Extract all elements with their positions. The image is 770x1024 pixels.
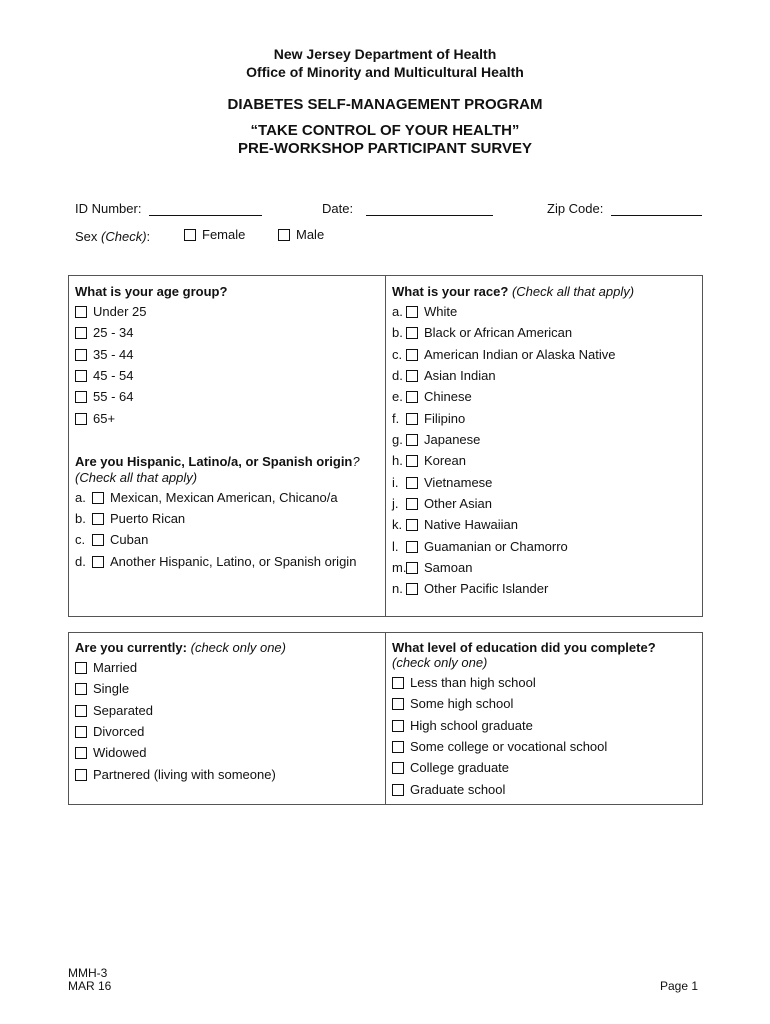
checkbox[interactable] xyxy=(406,498,418,510)
checkbox[interactable] xyxy=(75,662,87,674)
checkbox[interactable] xyxy=(75,349,87,361)
page-number: Page 1 xyxy=(660,979,699,993)
checkbox[interactable] xyxy=(406,391,418,403)
race-option[interactable]: m. Samoan xyxy=(392,560,473,575)
hispanic-option[interactable]: a. Mexican, Mexican American, Chicano/a xyxy=(75,490,338,505)
education-option[interactable]: Graduate school xyxy=(392,781,505,799)
program-subtitle: “TAKE CONTROL OF YOUR HEALTH” xyxy=(250,122,520,139)
race-option[interactable]: e. Chinese xyxy=(392,389,472,404)
marital-question: Are you currently: (check only one) xyxy=(75,640,286,655)
checkbox[interactable] xyxy=(406,477,418,489)
race-option[interactable]: l. Guamanian or Chamorro xyxy=(392,539,568,554)
hispanic-question: Are you Hispanic, Latino/a, or Spanish origin? xyxy=(75,454,360,469)
hispanic-note: (Check all that apply) xyxy=(75,470,198,485)
sex-label: Sex (Check): xyxy=(75,229,151,244)
survey-title: PRE-WORKSHOP PARTICIPANT SURVEY xyxy=(238,140,532,157)
program-title: DIABETES SELF-MANAGEMENT PROGRAM xyxy=(227,96,543,113)
checkbox[interactable] xyxy=(406,583,418,595)
checkbox[interactable] xyxy=(392,698,404,710)
race-option[interactable]: k. Native Hawaiian xyxy=(392,517,518,532)
age-option[interactable]: 35 - 44 xyxy=(75,346,133,364)
race-option[interactable]: a. White xyxy=(392,304,458,319)
checkbox[interactable] xyxy=(75,705,87,717)
sex-option-female[interactable]: Female xyxy=(184,226,245,244)
checkbox[interactable] xyxy=(406,349,418,361)
hispanic-option[interactable]: d. Another Hispanic, Latino, or Spanish origin xyxy=(75,554,357,569)
checkbox[interactable] xyxy=(406,434,418,446)
age-question: What is your age group? xyxy=(75,284,228,299)
education-option[interactable]: Some college or vocational school xyxy=(392,738,607,756)
form-code: MMH-3 xyxy=(68,966,108,980)
age-option[interactable]: 45 - 54 xyxy=(75,367,133,385)
age-option[interactable]: Under 25 xyxy=(75,303,146,321)
race-option[interactable]: f. Filipino xyxy=(392,411,466,426)
marital-option[interactable]: Separated xyxy=(75,702,153,720)
marital-option[interactable]: Widowed xyxy=(75,744,146,762)
column-divider xyxy=(385,632,386,805)
checkbox[interactable] xyxy=(92,556,104,568)
marital-option[interactable]: Single xyxy=(75,680,129,698)
checkbox[interactable] xyxy=(75,370,87,382)
race-question: What is your race? (Check all that apply) xyxy=(392,284,635,299)
checkbox[interactable] xyxy=(75,683,87,695)
checkbox[interactable] xyxy=(406,413,418,425)
checkbox[interactable] xyxy=(392,720,404,732)
zip-code-label: Zip Code: xyxy=(547,201,604,216)
column-divider xyxy=(385,275,386,617)
checkbox[interactable] xyxy=(406,370,418,382)
checkbox[interactable] xyxy=(75,747,87,759)
checkbox[interactable] xyxy=(184,229,196,241)
checkbox[interactable] xyxy=(406,541,418,553)
checkbox[interactable] xyxy=(406,327,418,339)
marital-option[interactable]: Married xyxy=(75,659,137,677)
checkbox[interactable] xyxy=(406,306,418,318)
education-option[interactable]: High school graduate xyxy=(392,717,533,735)
race-option[interactable]: i. Vietnamese xyxy=(392,475,493,490)
age-option[interactable]: 25 - 34 xyxy=(75,324,133,342)
checkbox[interactable] xyxy=(406,562,418,574)
id-number-field[interactable] xyxy=(149,215,262,216)
race-option[interactable]: n. Other Pacific Islander xyxy=(392,581,549,596)
checkbox[interactable] xyxy=(75,413,87,425)
race-option[interactable]: d. Asian Indian xyxy=(392,368,496,383)
marital-option[interactable]: Divorced xyxy=(75,723,144,741)
checkbox[interactable] xyxy=(75,327,87,339)
office-name: Office of Minority and Multicultural Health xyxy=(246,64,524,80)
education-question: What level of education did you complete? xyxy=(392,640,656,655)
checkbox[interactable] xyxy=(392,784,404,796)
race-option[interactable]: b. Black or African American xyxy=(392,325,573,340)
checkbox[interactable] xyxy=(392,762,404,774)
sex-option-male[interactable]: Male xyxy=(278,226,324,244)
org-name: New Jersey Department of Health xyxy=(273,46,497,62)
hispanic-option[interactable]: b. Puerto Rican xyxy=(75,511,186,526)
form-date: MAR 16 xyxy=(68,979,112,993)
education-option[interactable]: Less than high school xyxy=(392,674,536,692)
age-option[interactable]: 55 - 64 xyxy=(75,388,133,406)
checkbox[interactable] xyxy=(92,513,104,525)
checkbox[interactable] xyxy=(75,306,87,318)
date-label: Date: xyxy=(322,201,354,216)
checkbox[interactable] xyxy=(278,229,290,241)
race-option[interactable]: j. Other Asian xyxy=(392,496,492,511)
checkbox[interactable] xyxy=(75,769,87,781)
id-number-label: ID Number: xyxy=(75,201,142,216)
checkbox[interactable] xyxy=(392,741,404,753)
checkbox[interactable] xyxy=(92,492,104,504)
education-option[interactable]: College graduate xyxy=(392,759,509,777)
race-option[interactable]: g. Japanese xyxy=(392,432,481,447)
race-option[interactable]: h. Korean xyxy=(392,453,466,468)
hispanic-option[interactable]: c. Cuban xyxy=(75,532,149,547)
checkbox[interactable] xyxy=(406,455,418,467)
checkbox[interactable] xyxy=(92,534,104,546)
education-note: (check only one) xyxy=(392,655,488,670)
checkbox[interactable] xyxy=(392,677,404,689)
marital-option[interactable]: Partnered (living with someone) xyxy=(75,766,276,784)
zip-code-field[interactable] xyxy=(611,215,702,216)
date-field[interactable] xyxy=(366,215,493,216)
checkbox[interactable] xyxy=(406,519,418,531)
checkbox[interactable] xyxy=(75,391,87,403)
checkbox[interactable] xyxy=(75,726,87,738)
education-option[interactable]: Some high school xyxy=(392,695,513,713)
race-option[interactable]: c. American Indian or Alaska Native xyxy=(392,347,616,362)
age-option[interactable]: 65+ xyxy=(75,410,115,428)
